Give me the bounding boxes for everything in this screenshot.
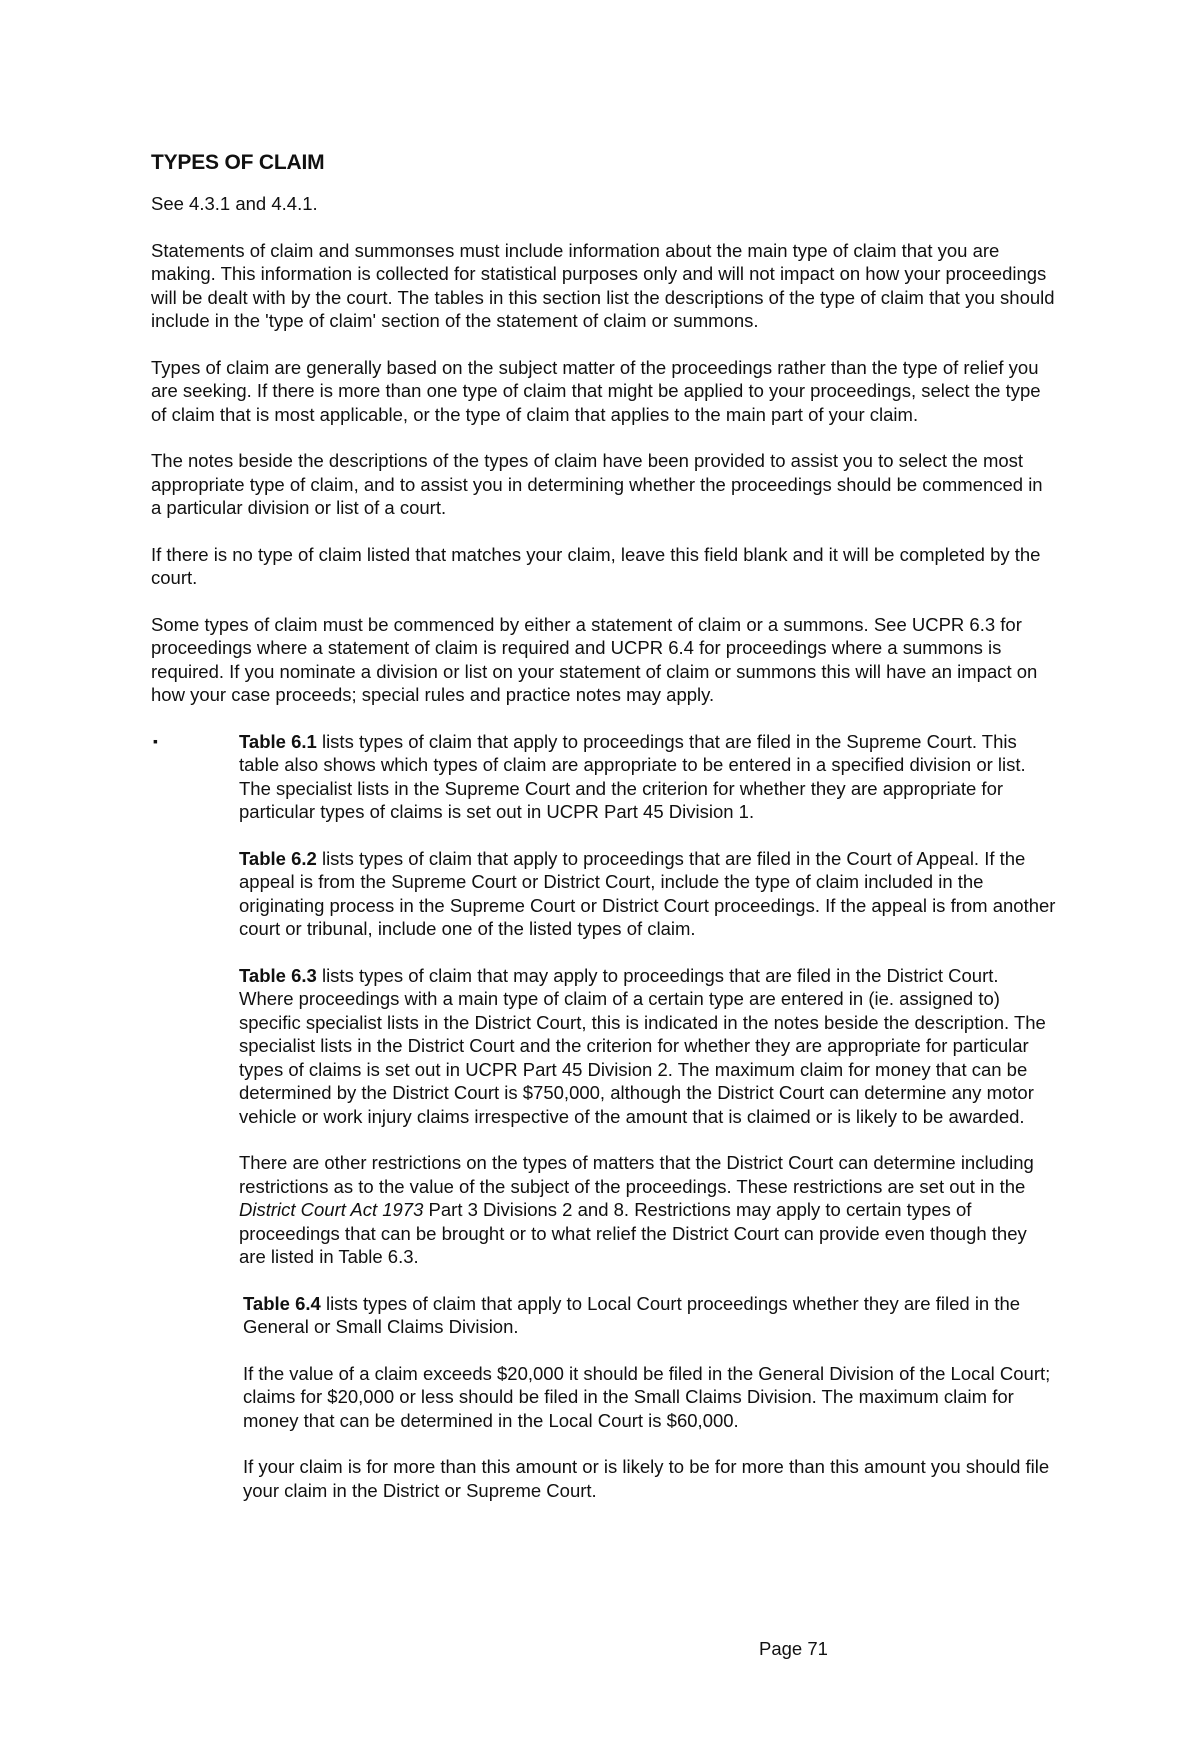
blank-field-paragraph: If there is no type of claim listed that matches your claim, leave this field blank and it will be completed by the court.: [151, 543, 1041, 588]
tables-list: [239, 730, 1056, 1503]
table-6-2-label: Table 6.2: [239, 847, 317, 869]
table-6-2-description: [239, 847, 1056, 941]
table-6-3-label: Table 6.3: [239, 964, 317, 986]
notes-paragraph: The notes beside the descriptions of the types of claim have been provided to assist you to select the most appropriate type of claim, and to assist you in determining whether the proceedings should be commenced in a particular division or list of a court.: [151, 450, 1043, 518]
table-6-4-text: lists types of claim that apply to Local Court proceedings whether they are filed in the General or Small Claims Division.: [243, 1292, 1021, 1337]
page-number: Page 71: [759, 1638, 828, 1659]
tables-bullet: [151, 730, 1056, 1503]
table-6-1-description: [239, 730, 1056, 824]
district-court-act-title: District Court Act 1973: [239, 1199, 424, 1220]
table-6-3-restrictions: [239, 1151, 1056, 1269]
table-6-4-label: Table 6.4: [243, 1292, 321, 1314]
section-heading: TYPES OF CLAIM: [151, 151, 325, 174]
restrictions-text-before: There are other restrictions on the types of matters that the District Court can determine including restrictions as to the value of the subject of the proceedings. These restrictions are set out in the: [239, 1152, 1034, 1197]
local-court-value-note: If the value of a claim exceeds $20,000 it should be filed in the General Division of the Local Court; claims for $20,000 or less should be filed in the Small Claims Division. The maximum claim for money that can be determined in the Local Court is $60,000.: [243, 1362, 1051, 1431]
cross-reference: See 4.3.1 and 4.4.1.: [151, 193, 318, 214]
bullet-icon: ▪: [153, 732, 158, 749]
table-6-2-text: lists types of claim that apply to proceedings that are filed in the Court of Appeal. If the appeal is from the Supreme Court or District Court, include the type of claim included in the originating process in the Supreme Court or District Court proceedings. If the appeal is from another court or tribunal, include one of the listed types of claim.: [239, 847, 1056, 939]
table-6-1-label: Table 6.1: [239, 730, 317, 752]
page-content: [151, 150, 1056, 1525]
restrictions-text-after: Part 3 Divisions 2 and 8. Restrictions may apply to certain types of proceedings that can be brought or to what relief the District Court can provide even though they are listed in Table 6.3.: [239, 1199, 1027, 1267]
commencement-paragraph: Some types of claim must be commenced by either a statement of claim or a summons. See UCPR 6.3 for proceedings where a statement of claim is required and UCPR 6.4 for proceedings where a summons is required. If you nominate a division or list on your statement of claim or summons this will have an impact on how your case proceeds; special rules and practice notes may apply.: [151, 613, 1038, 705]
basis-paragraph: Types of claim are generally based on the subject matter of the proceedings rather than the type of relief you are seeking. If there is more than one type of claim that might be applied to your proceedings, select the type of claim that is most applicable, or the type of claim that applies to the main part of your claim.: [151, 356, 1041, 425]
table-6-4-description: [243, 1292, 1056, 1339]
intro-paragraph: Statements of claim and summonses must include information about the main type of claim that you are making. This information is collected for statistical purposes only and will not impact on how your proceedings will be dealt with by the court. The tables in this section list the descriptions of the type of claim that you should include in the 'type of claim' section of the statement of claim or summons.: [151, 239, 1055, 331]
table-6-3-text: lists types of claim that may apply to proceedings that are filed in the District Court. Where proceedings with a main type of claim of a certain type are entered in (ie. assigned to) specific specialist lists in the District Court, this is indicated in the notes beside the description. The specialist lists in the District Court and the criterion for whether they are appropriate for particular types of claims is set out in UCPR Part 45 Division 2. The maximum claim for money that can be determined by the District Court is $750,000, although the District Court can determine any motor vehicle or work injury claims irrespective of the amount that is claimed or is likely to be awarded.: [239, 964, 1046, 1127]
table-6-1-text: lists types of claim that apply to proceedings that are filed in the Supreme Court. This table also shows which types of claim are appropriate to be entered in a specified division or list. The specialist lists in the Supreme Court and the criterion for whether they are appropriate for particular types of claims is set out in UCPR Part 45 Division 1.: [239, 730, 1026, 822]
local-court-excess-note: If your claim is for more than this amount or is likely to be for more than this amount you should file your claim in the District or Supreme Court.: [243, 1456, 1050, 1501]
table-6-3-description: [239, 964, 1056, 1129]
